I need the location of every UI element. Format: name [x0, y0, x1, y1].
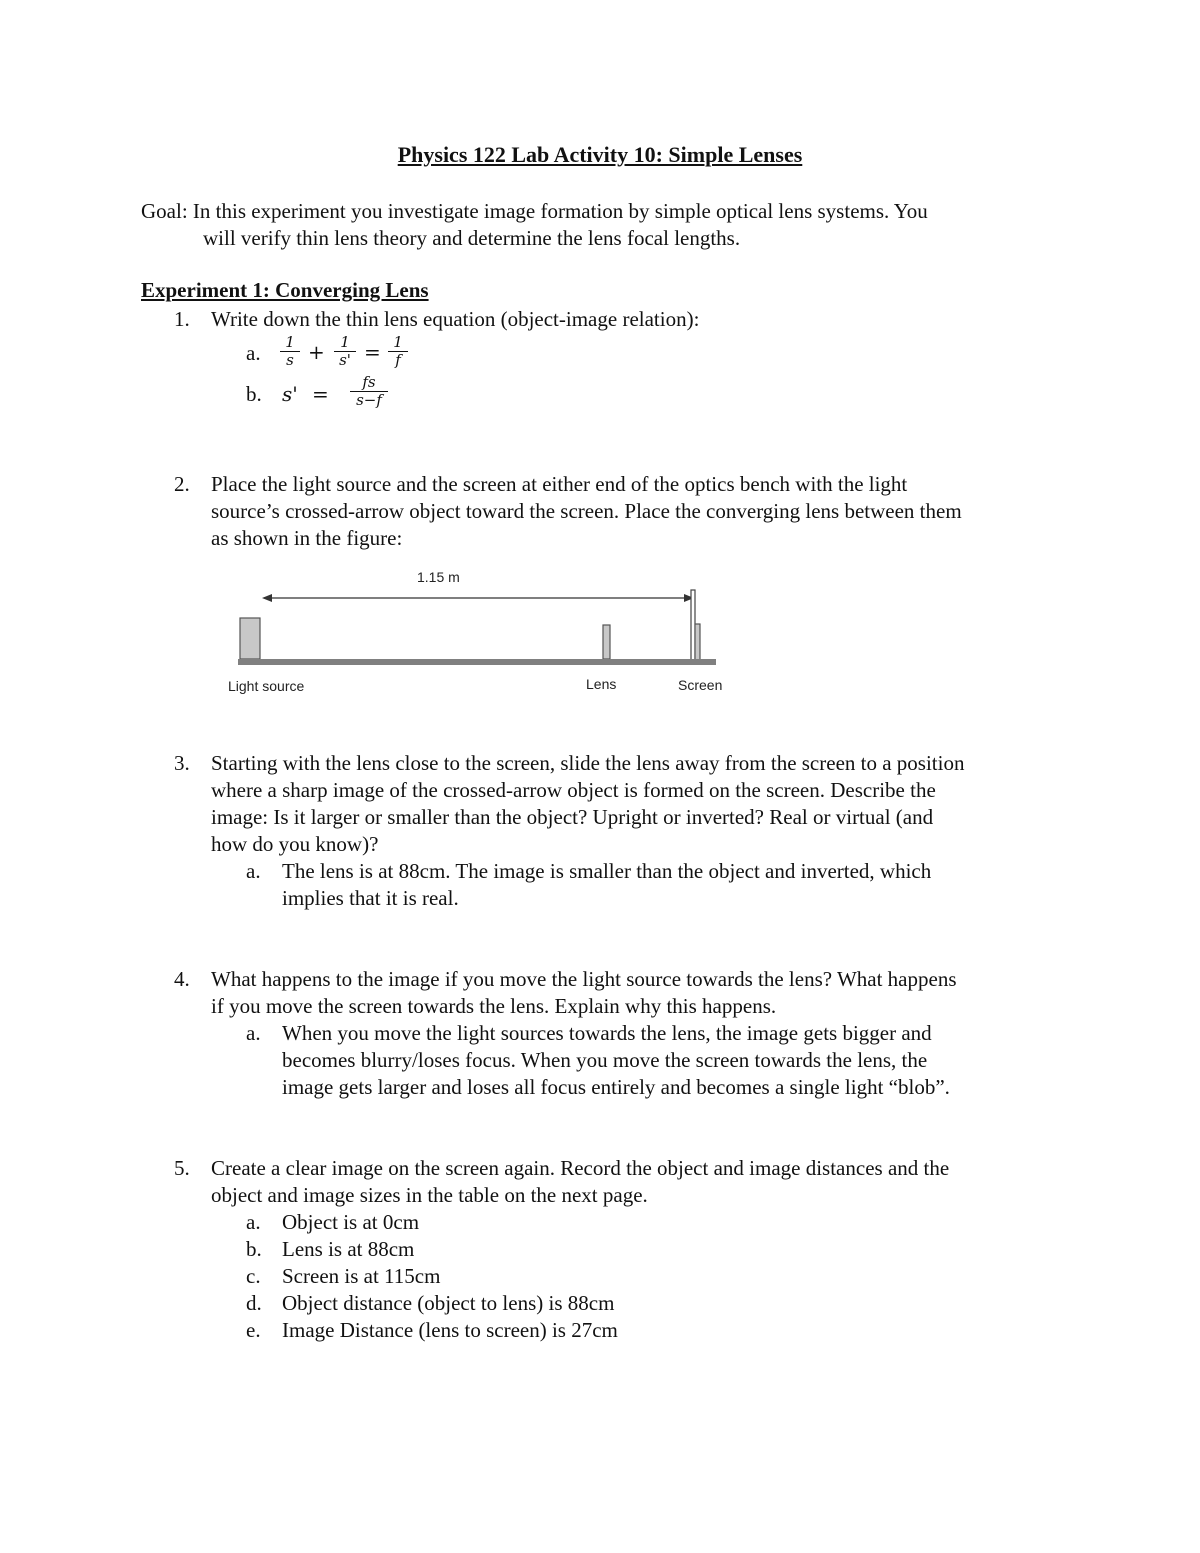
goal-line-1: Goal: In this experiment you investigate image formation by simple optical lens systems. You	[141, 199, 928, 223]
distance-label: 1.15 m	[417, 569, 460, 585]
plus-sign: +	[308, 340, 325, 364]
experiment-1-heading: Experiment 1: Converging Lens	[141, 278, 429, 302]
answer-line: When you move the light sources towards the lens, the image gets bigger and	[282, 1021, 932, 1045]
question-number: 3.	[174, 751, 190, 775]
question-text: Write down the thin lens equation (object-image relation):	[211, 307, 700, 331]
sub-label: a.	[246, 1021, 261, 1045]
answer-line: Object is at 0cm	[282, 1210, 420, 1234]
question-line: Starting with the lens close to the screen, slide the lens away from the screen to a position	[211, 751, 965, 775]
thin-lens-equation	[280, 334, 420, 374]
optics-bench-diagram	[220, 560, 740, 705]
question-line: Place the light source and the screen at either end of the optics bench with the light	[211, 472, 908, 496]
answer-5c	[246, 1263, 1074, 1290]
answer-line: The lens is at 88cm. The image is smaller than the object and inverted, which	[282, 859, 932, 883]
answer-3a	[246, 858, 1074, 912]
goal-paragraph	[141, 198, 1061, 252]
sub-label: a.	[246, 859, 261, 883]
answer-5a	[246, 1209, 1074, 1236]
denominator: s	[286, 351, 294, 369]
light-source-label: Light source	[228, 678, 305, 694]
answer-5d	[246, 1290, 1074, 1317]
sub-label-a: a.	[246, 341, 261, 365]
numerator: 1	[388, 334, 408, 352]
sub-label-b: b.	[246, 382, 262, 406]
question-number: 4.	[174, 967, 190, 991]
answer-line: Image Distance (lens to screen) is 27cm	[282, 1318, 618, 1342]
question-2	[174, 471, 1074, 552]
answer-line: Object distance (object to lens) is 88cm	[282, 1291, 615, 1315]
fraction-1-over-f	[388, 334, 408, 369]
denominator: s'	[339, 351, 351, 369]
denominator: f	[395, 351, 401, 369]
answer-5b	[246, 1236, 1074, 1263]
answer-4a	[246, 1020, 1074, 1101]
question-number: 2.	[174, 472, 190, 496]
question-line: source’s crossed-arrow object toward the screen. Place the converging lens between them	[211, 499, 962, 523]
answer-line: implies that it is real.	[282, 886, 459, 910]
s-prime: s'	[282, 382, 298, 406]
fraction-1-over-s	[280, 334, 300, 369]
question-5	[174, 1155, 1074, 1344]
sub-label: c.	[246, 1264, 261, 1288]
goal-line-2: will verify thin lens theory and determine the lens focal lengths.	[203, 226, 741, 250]
answer-line: becomes blurry/loses focus. When you move the screen towards the lens, the	[282, 1048, 928, 1072]
answer-line: Screen is at 115cm	[282, 1264, 441, 1288]
equals-sign: =	[312, 382, 329, 406]
lens-holder	[603, 625, 610, 659]
light-source-box	[240, 618, 260, 659]
question-number: 1.	[174, 307, 190, 331]
question-1	[174, 306, 1074, 333]
numerator: 1	[280, 334, 300, 352]
question-line: if you move the screen towards the lens. Explain why this happens.	[211, 994, 777, 1018]
question-number: 5.	[174, 1156, 190, 1180]
question-line: object and image sizes in the table on the next page.	[211, 1183, 648, 1207]
image-distance-equation	[282, 372, 422, 416]
numerator: fs	[350, 374, 388, 392]
lens-label: Lens	[586, 676, 617, 692]
optics-bench-rail	[238, 659, 716, 665]
screen-label: Screen	[678, 677, 723, 693]
screen-holder	[695, 624, 700, 660]
sub-label: a.	[246, 1210, 261, 1234]
answer-line: Lens is at 88cm	[282, 1237, 415, 1261]
denominator: s−f	[356, 391, 382, 409]
numerator: 1	[334, 334, 356, 352]
question-4	[174, 966, 1074, 1101]
sub-label: d.	[246, 1291, 262, 1315]
question-3	[174, 750, 1074, 912]
question-line: how do you know)?	[211, 832, 379, 856]
sub-label: e.	[246, 1318, 261, 1342]
question-line: What happens to the image if you move the light source towards the lens? What happens	[211, 967, 957, 991]
fraction-fs-over-s-minus-f	[350, 374, 388, 409]
question-line: image: Is it larger or smaller than the object? Upright or inverted? Real or virtual (and	[211, 805, 934, 829]
answer-5e	[246, 1317, 1074, 1344]
question-line: where a sharp image of the crossed-arrow object is formed on the screen. Describe the	[211, 778, 936, 802]
page-title: Physics 122 Lab Activity 10: Simple Lenses	[397, 142, 803, 167]
equals-sign: =	[364, 340, 381, 364]
sub-label: b.	[246, 1237, 262, 1261]
arrow-head-left	[262, 594, 272, 602]
answer-line: image gets larger and loses all focus entirely and becomes a single light “blob”.	[282, 1075, 950, 1099]
question-line: as shown in the figure:	[211, 526, 403, 550]
fraction-1-over-s-prime	[334, 334, 356, 369]
question-line: Create a clear image on the screen again. Record the object and image distances and the	[211, 1156, 950, 1180]
